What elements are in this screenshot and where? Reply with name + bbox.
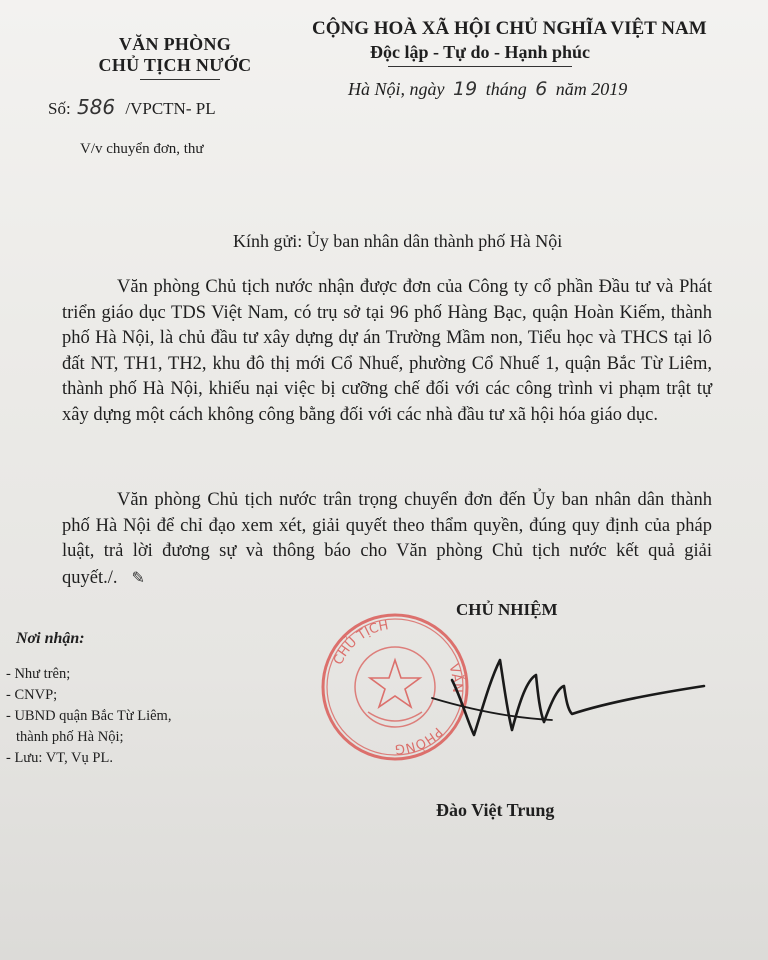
- document-subject: V/v chuyển đơn, thư: [80, 141, 204, 157]
- stamp-text-bottom: VĂN: [445, 662, 465, 693]
- body-paragraph-1: [62, 275, 712, 428]
- body-paragraph-2: [62, 488, 712, 591]
- national-title: CỘNG HOÀ XÃ HỘI CHỦ NGHĨA VIỆT NAM: [312, 18, 707, 39]
- date-month-word: tháng: [485, 79, 527, 99]
- date-year: năm 2019: [555, 79, 628, 99]
- body-paragraph-1-text: Văn phòng Chủ tịch nước nhận được đơn của Công ty cổ phần Đầu tư và Phát triển giáo dục TDS Việt Nam, có trụ sở tại 96 phố Hàng Bạc, quận Hoàn Kiếm, thành phố Hà Nội, là chủ đầu tư xây dựng dự án Trường Mầm non, Tiểu học và THCS tại lô đất NT, TH1, TH2, khu đô thị mới Cổ Nhuế, phường Cổ Nhuế 1, quận Bắc Từ Liêm, thành phố Hà Nội, khiếu nại việc bị cưỡng chế đối với các công trình vi phạm trật tự xây dựng một cách không công bằng đối với các nhà đầu tư xã hội hóa giáo dục.: [62, 277, 712, 425]
- national-motto: Độc lập - Tự do - Hạnh phúc: [370, 42, 591, 62]
- initial-mark-icon: ✎: [131, 567, 145, 587]
- body-paragraph-2-text: Văn phòng Chủ tịch nước trân trọng chuyển đơn đến Ủy ban nhân dân thành phố Hà Nội để chỉ đạo xem xét, giải quyết theo thẩm quyền, đúng quy định của pháp luật, trả lời đương sự và thông báo cho Văn phòng Chủ tịch nước kết quả giải quyết./.: [62, 490, 712, 588]
- document-number-prefix: Số:: [48, 99, 71, 118]
- date-place-prefix: Hà Nội, ngày: [348, 79, 445, 99]
- signer-title: CHỦ NHIỆM: [456, 600, 558, 619]
- national-motto-underline: [388, 66, 572, 67]
- recipient-item: - Lưu: VT, Vụ PL.: [6, 750, 113, 766]
- handwritten-signature-icon: [412, 640, 712, 760]
- issuing-org-line1: VĂN PHÒNG: [118, 34, 232, 54]
- recipient-line: Kính gửi: Ủy ban nhân dân thành phố Hà Nội: [233, 231, 563, 251]
- recipients-title: Nơi nhận:: [16, 630, 85, 647]
- recipient-item: - Như trên;: [6, 666, 71, 682]
- recipient-item: - UBND quận Bắc Từ Liêm,: [6, 708, 172, 724]
- recipients-list: [6, 664, 171, 769]
- stamp-text-top: CHỦ TỊCH: [331, 618, 390, 668]
- document-number-value: 586: [76, 95, 116, 119]
- document-number: [48, 95, 216, 119]
- signer-name: Đào Việt Trung: [436, 800, 555, 820]
- stamp-text-left: PHÒNG: [394, 723, 445, 757]
- issuing-org-underline: [140, 79, 220, 80]
- recipient-item: - CNVP;: [6, 687, 58, 703]
- date-month: 6: [535, 78, 548, 100]
- recipient-item: thành phố Hà Nội;: [16, 729, 124, 745]
- document-number-suffix: /VPCTN- PL: [125, 99, 216, 118]
- date-day: 19: [453, 78, 478, 100]
- document-date: [348, 78, 627, 100]
- issuing-org-line2: CHỦ TỊCH NƯỚC: [98, 55, 252, 75]
